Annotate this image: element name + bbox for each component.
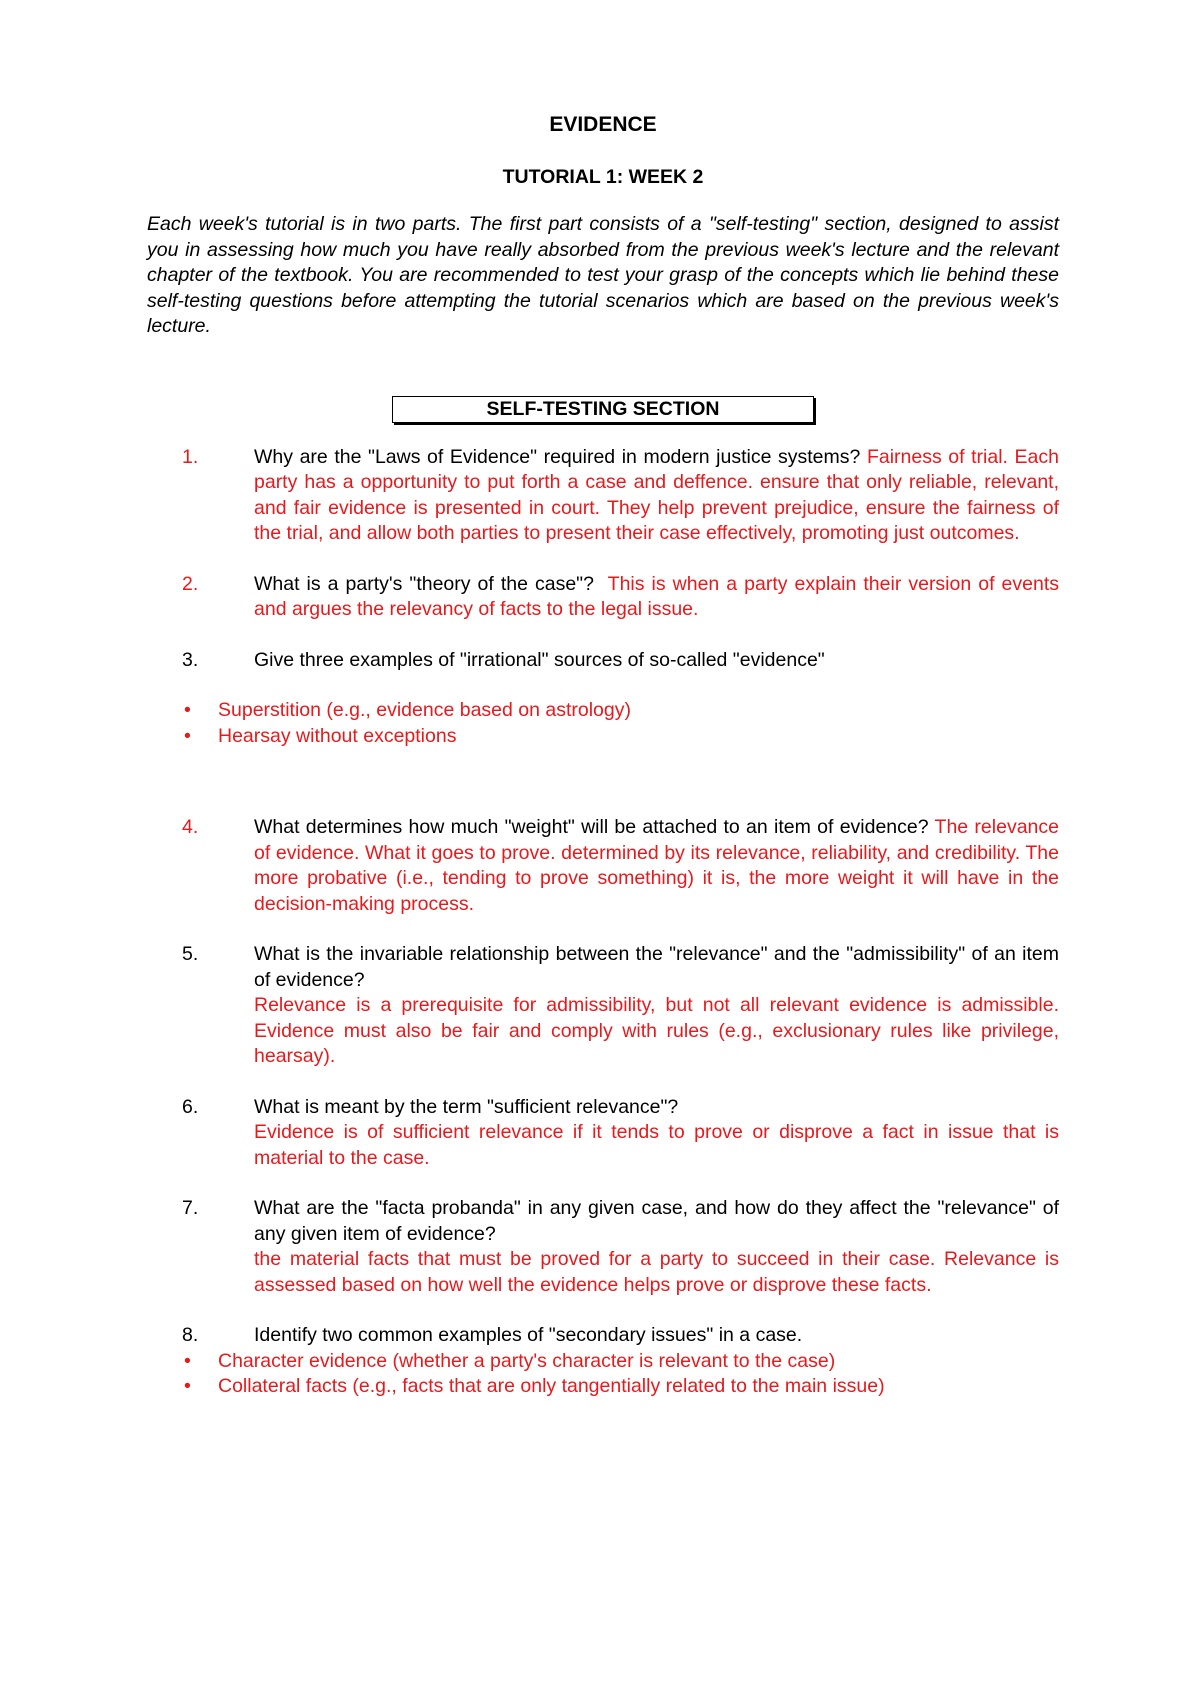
document-subtitle: TUTORIAL 1: WEEK 2 [502,166,704,188]
question-text: Identify two common examples of "secondary issues" in a case. [254,1324,803,1346]
question-7 [147,1196,1059,1298]
question-number: 8. [182,1324,199,1346]
document-page [147,112,1059,1400]
document-title: EVIDENCE [549,113,657,136]
list-item: • Hearsay without exceptions [147,724,1059,750]
question-1 [147,445,1059,547]
question-8 [147,1323,1059,1349]
intro-paragraph: Each week's tutorial is in two parts. The first part consists of a "self-testing" section, designed to assist you in assessing how much you have really absorbed from the previous week's lecture and the relevant chapter of the textbook. You are recommended to test your grasp of the concepts which lie behind these self-testing questions before attempting the tutorial scenarios which are based on the previous week's lecture. [147,213,1059,337]
question-text: Why are the "Laws of Evidence" required in modern justice systems? [254,445,861,468]
question-4 [147,815,1059,917]
answer-text: Evidence is of sufficient relevance if it tends to prove or disprove a fact in issue that is material to the case. [254,1121,1059,1169]
question-number: 3. [182,648,199,671]
question-number: 1. [182,445,199,468]
question-text: What determines how much "weight" will be attached to an item of evidence? [254,816,929,838]
answer-bullet-list [147,698,1059,749]
question-number: 6. [182,1095,199,1118]
bullet-icon: • [184,1375,191,1397]
answer-text: The relevance of evidence. What it goes to prove. determined by its relevance, reliability, and credibility. The more probative (i.e., tending to prove something) it is, the more weight it will have in the decision-making process. [254,816,1059,915]
bullet-icon: • [184,699,191,721]
bullet-icon: • [184,724,191,747]
question-number: 5. [182,943,199,965]
question-number: 2. [182,572,199,595]
question-6 [147,1095,1059,1172]
question-text: What are the "facta probanda" in any given case, and how do they affect the "relevance" of any given item of evidence? [254,1197,1059,1245]
question-text: Give three examples of "irrational" sources of so-called "evidence" [254,648,825,671]
answer-text: the material facts that must be proved for a party to succeed in their case. Relevance is assessed based on how well the evidence helps prove or disprove these facts. [254,1248,1059,1296]
question-2 [147,572,1059,623]
list-item: • Superstition (e.g., evidence based on astrology) [147,698,1059,724]
bullet-icon: • [184,1349,191,1372]
answer-text: Relevance is a prerequisite for admissibility, but not all relevant evidence is admissible. Evidence must also be fair and comply with rules (e.g., exclusionary rules like privilege, hearsay). [254,994,1059,1067]
question-text: What is meant by the term "sufficient relevance"? [254,1095,679,1118]
answer-text: Fairness of trial. Each party has a opportunity to put forth a case and deffence. ensure that only reliable, relevant, and fair evidence is presented in court. They help prevent prejudice, ensure the fairness of the trial, and allow both parties to present their case effectively, promoting just outcomes. [254,445,1060,544]
question-3 [147,648,1059,674]
section-heading-box: SELF-TESTING SECTION [392,396,814,423]
question-number: 4. [182,816,199,838]
question-text: What is the invariable relationship between the "relevance" and the "admissibility" of an item of evidence? [254,943,1059,991]
question-5 [147,942,1059,1070]
list-item: • Collateral facts (e.g., facts that are only tangentially related to the main issue) [147,1374,1059,1400]
question-text: What is a party's "theory of the case"? [254,572,594,595]
list-item: • Character evidence (whether a party's character is relevant to the case) [147,1349,1059,1375]
answer-bullet-list [147,1349,1059,1400]
answer-text: This is when a party explain their version of events and argues the relevancy of facts to the legal issue. [254,572,1059,620]
question-number: 7. [182,1197,199,1219]
